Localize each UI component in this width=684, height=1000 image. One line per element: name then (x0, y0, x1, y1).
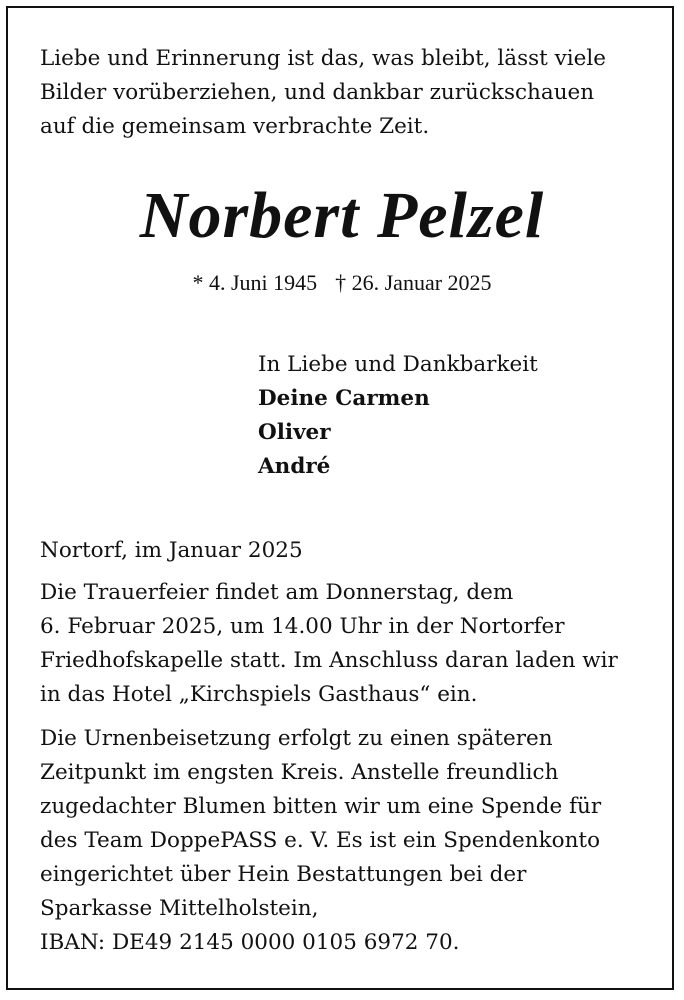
burial-line: des Team DoppePASS e. V. Es ist ein Spendenkonto (40, 828, 601, 853)
burial-info (40, 722, 660, 960)
burial-line: Sparkasse Mittelholstein, (40, 896, 319, 921)
deceased-name: Norbert Pelzel (139, 179, 545, 252)
birth-date: * 4. Juni 1945 (192, 270, 318, 295)
family-member: André (258, 454, 331, 479)
ceremony-line: in das Hotel „Kirchspiels Gasthaus“ ein. (40, 682, 478, 707)
family-member: Oliver (258, 420, 331, 445)
iban-line: IBAN: DE49 2145 0000 0105 6972 70. (40, 930, 460, 955)
verse-line: Liebe und Erinnerung ist das, was bleibt, lässt viele (40, 46, 606, 71)
verse-line: auf die gemeinsam verbrachte Zeit. (40, 114, 430, 139)
family-member: Deine Carmen (258, 386, 430, 411)
ceremony-line: 6. Februar 2025, um 14.00 Uhr in der Nortorfer (40, 614, 565, 639)
family-signature (258, 348, 538, 484)
burial-line: Zeitpunkt im engsten Kreis. Anstelle freundlich (40, 760, 559, 785)
burial-line: eingerichtet über Hein Bestattungen bei der (40, 862, 527, 887)
family-intro: In Liebe und Dankbarkeit (258, 352, 538, 377)
burial-line: Die Urnenbeisetzung erfolgt zu einen späteren (40, 726, 553, 751)
verse-line: Bilder vorüberziehen, und dankbar zurückschauen (40, 80, 595, 105)
burial-line: zugedachter Blumen bitten wir um eine Spende für (40, 794, 602, 819)
place-date: Nortorf, im Januar 2025 (40, 538, 303, 563)
ceremony-line: Die Trauerfeier findet am Donnerstag, dem (40, 580, 514, 605)
verse (40, 42, 660, 144)
ceremony-info (40, 576, 660, 712)
ceremony-line: Friedhofskapelle statt. Im Anschluss daran laden wir (40, 648, 618, 673)
death-date: † 26. Januar 2025 (335, 270, 492, 295)
life-dates (0, 266, 684, 300)
